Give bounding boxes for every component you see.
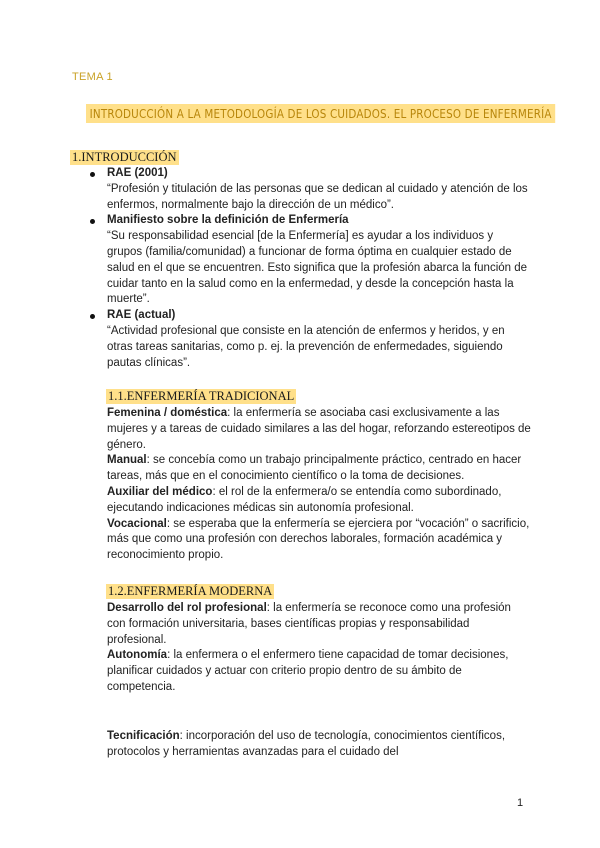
list-item	[107, 517, 532, 564]
document-title: INTRODUCCIÓN A LA METODOLOGÍA DE LOS CUIDADOS. EL PROCESO DE ENFERMERÍA	[86, 104, 555, 123]
term-description: : el rol de la enfermera/o se entendía como subordinado, ejecutando indicaciones médicas sin autonomía profesional.	[107, 485, 502, 514]
term: Desarrollo del rol profesional	[107, 602, 267, 614]
section-heading-enfermeria-tradicional: 1.1.ENFERMERÍA TRADICIONAL	[108, 389, 295, 403]
list-item	[90, 308, 530, 371]
definitions-list	[90, 166, 530, 371]
term: Tecnificación	[107, 730, 180, 742]
list-item	[107, 406, 532, 453]
bullet-icon	[90, 314, 95, 319]
page-number: 1	[517, 797, 524, 809]
term-description: : la enfermería se reconoce como una profesión con formación universitaria, bases científicas propias y responsabilidad profesional.	[107, 602, 511, 646]
list-item	[107, 729, 532, 761]
definition-text: “Su responsabilidad esencial [de la Enfermería] es ayudar a los individuos y grupos (familia/comunidad) a funcionar de forma óptima en cualquier estado de salud en el que se encuentren. Esto significa que la profesión abarca la función de cuidar tanto en la salud como en la enfermedad, y desde la concepción hasta la muerte”.	[107, 230, 528, 306]
term-description: : la enfermería se asociaba casi exclusivamente a las mujeres y a tareas de cuidado similares a las del hogar, reforzando estereotipos de género.	[107, 407, 531, 451]
tema-label: TEMA 1	[72, 71, 113, 83]
list-item	[107, 453, 532, 485]
definition-text: “Profesión y titulación de las personas que se dedican al cuidado y atención de los enfermos, normalmente bajo la dirección de un médico”.	[107, 182, 528, 211]
tradicional-list	[107, 406, 532, 564]
definition-title: Manifiesto sobre la definición de Enfermería	[107, 214, 349, 227]
term-description: : se esperaba que la enfermería se ejerciera por “vocación” o sacrificio, más que como una profesión con derechos laborales, formación académica y reconocimiento propio.	[107, 517, 530, 562]
moderna-list	[107, 601, 532, 696]
list-item	[107, 485, 532, 517]
list-item	[90, 213, 530, 308]
term: Auxiliar del médico	[107, 485, 213, 498]
list-item	[107, 648, 532, 695]
term-description: : se concebía como un trabajo principalmente práctico, centrado en hacer tareas, más que en el conocimiento científico o la toma de decisiones.	[107, 454, 522, 483]
list-item	[107, 601, 532, 648]
definition-text: “Actividad profesional que consiste en la atención de enfermos y heridos, y en otras tareas sanitarias, como p. ej. la prevención de enfermedades, siguiendo pautas clínicas”.	[107, 324, 505, 369]
bullet-icon	[90, 172, 95, 177]
tecnificacion-paragraph	[107, 729, 532, 761]
term: Manual	[107, 454, 147, 467]
term-description: : incorporación del uso de tecnología, conocimientos científicos, protocolos y herramientas avanzadas para el cuidado del	[107, 730, 506, 758]
term: Vocacional	[107, 517, 167, 530]
section-heading-introduccion: 1.INTRODUCCIÓN	[72, 150, 177, 164]
term-description: : la enfermera o el enfermero tiene capacidad de tomar decisiones, planificar cuidados y actuar con criterio propio dentro de su ámbito de competencia.	[107, 649, 509, 693]
term: Femenina / doméstica	[107, 407, 228, 419]
definition-title: RAE (actual)	[107, 309, 176, 322]
term: Autonomía	[107, 649, 168, 662]
bullet-icon	[90, 219, 95, 224]
definition-title: RAE (2001)	[107, 167, 168, 179]
list-item	[90, 166, 530, 213]
section-heading-enfermeria-moderna: 1.2.ENFERMERÍA MODERNA	[108, 584, 273, 598]
